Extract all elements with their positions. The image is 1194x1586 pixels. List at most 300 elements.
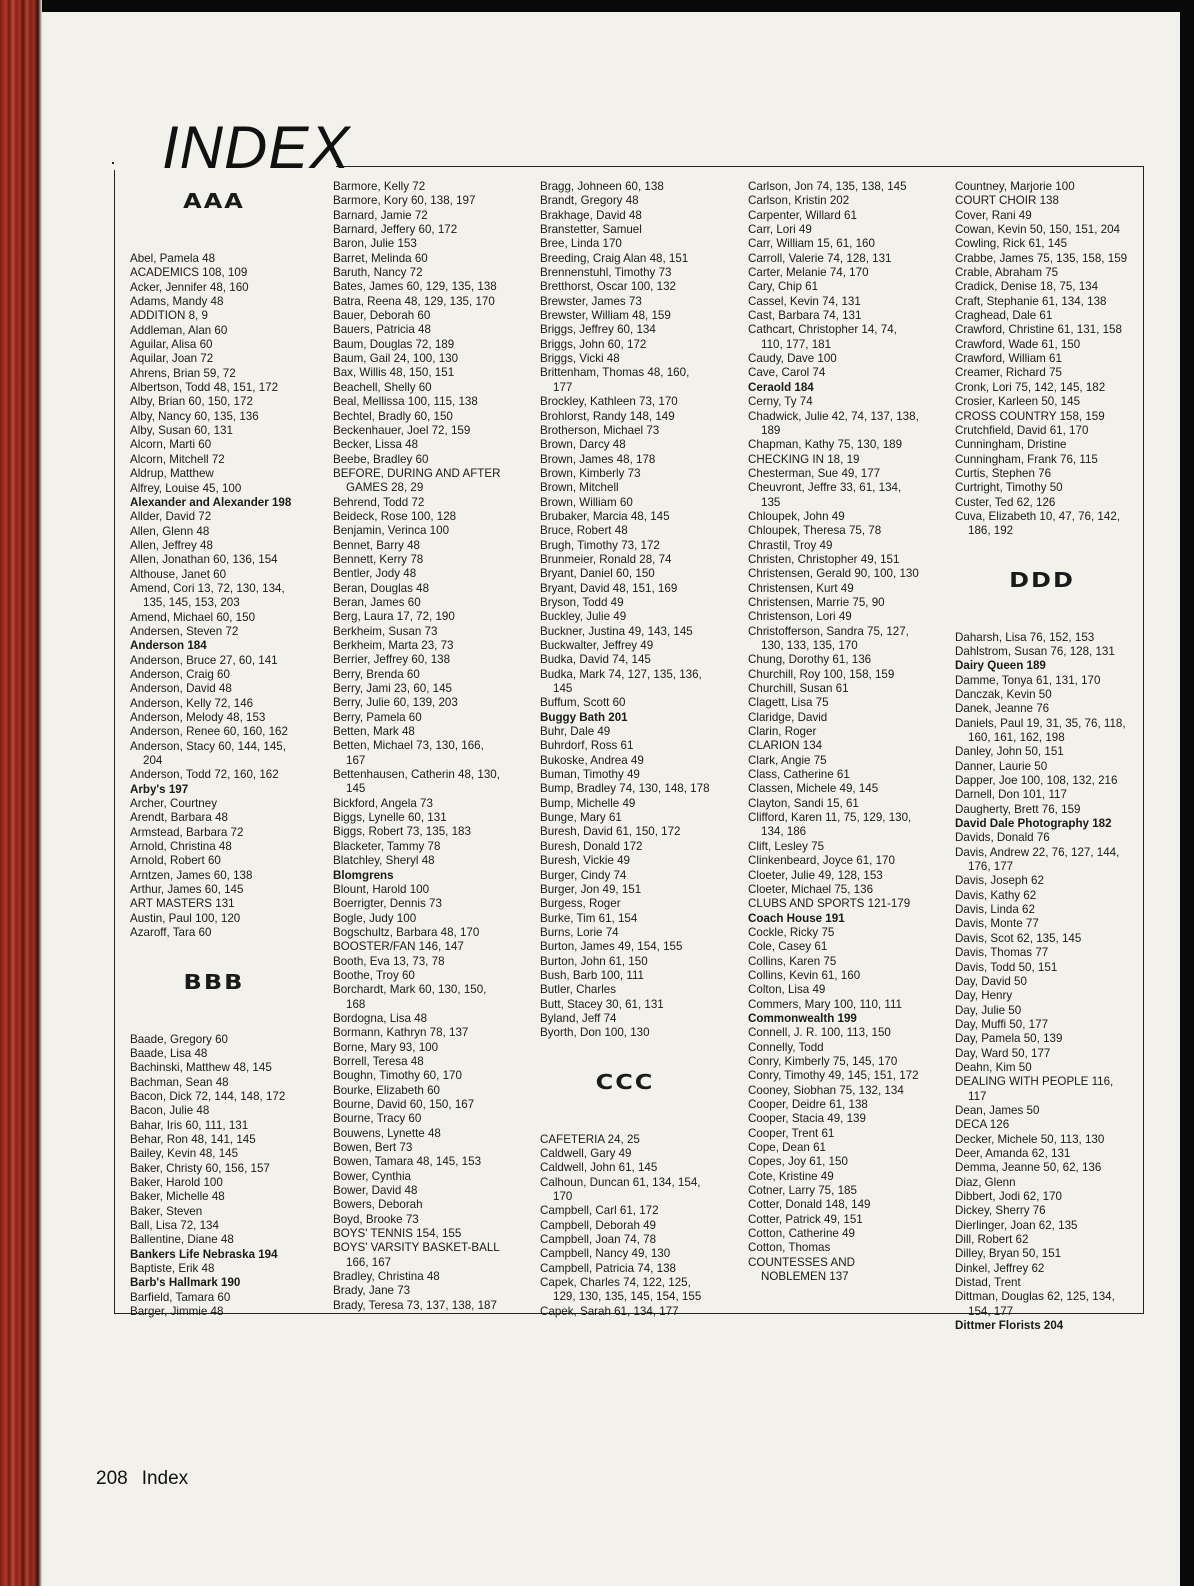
index-entry: Curtis, Stephen 76 bbox=[955, 466, 1052, 480]
index-entry: Bourke, Elizabeth 60 bbox=[333, 1083, 440, 1097]
letter-section-heading: CCC bbox=[595, 1069, 655, 1094]
index-entry: Andersen, Steven 72 bbox=[130, 624, 239, 638]
index-entry: Cerny, Ty 74 bbox=[748, 395, 813, 409]
index-entry: Brewster, James 73 bbox=[540, 294, 642, 308]
index-entry: Baker, Harold 100 bbox=[130, 1175, 223, 1189]
index-entry: Albertson, Todd 48, 151, 172 bbox=[130, 381, 279, 395]
index-entry: Class, Catherine 61 bbox=[748, 768, 850, 782]
index-entry: Custer, Ted 62, 126 bbox=[955, 495, 1056, 509]
index-entry: Biggs, Lynelle 60, 131 bbox=[333, 811, 447, 825]
index-entry: Danczak, Kevin 50 bbox=[955, 687, 1052, 701]
index-entry: Bauer, Deborah 60 bbox=[333, 309, 431, 323]
index-entry: Day, Pamela 50, 139 bbox=[955, 1032, 1063, 1046]
index-entry: Dibbert, Jodi 62, 170 bbox=[955, 1190, 1062, 1203]
index-entry: Crawford, William 61 bbox=[955, 352, 1062, 366]
index-entry: Brittenham, Thomas 48, 160, 177 bbox=[540, 366, 690, 394]
index-entry: Betten, Michael 73, 130, 166, 167 bbox=[333, 739, 484, 767]
index-entry: Bowen, Tamara 48, 145, 153 bbox=[333, 1155, 482, 1169]
index-entry: Berry, Pamela 60 bbox=[333, 710, 422, 724]
index-entry: Bretthorst, Oscar 100, 132 bbox=[540, 280, 676, 294]
index-entry: Aguilar, Alisa 60 bbox=[130, 338, 213, 352]
index-entry: Cotner, Larry 75, 185 bbox=[748, 1184, 857, 1198]
index-entry: Burns, Lorie 74 bbox=[540, 925, 619, 939]
index-entry: Borchardt, Mark 60, 130, 150, 168 bbox=[333, 983, 487, 1011]
index-entry: Burton, James 49, 154, 155 bbox=[540, 940, 683, 954]
index-entry: Day, Julie 50 bbox=[955, 1003, 1022, 1017]
index-entry: Dahlstrom, Susan 76, 128, 131 bbox=[955, 644, 1115, 658]
index-entry: Bower, Cynthia bbox=[333, 1169, 411, 1183]
index-entry: Conry, Timothy 49, 145, 151, 172 bbox=[748, 1069, 919, 1083]
index-entry: Cowan, Kevin 50, 150, 151, 204 bbox=[955, 223, 1121, 237]
index-entry: Copes, Joy 61, 150 bbox=[748, 1155, 848, 1169]
index-entry: Collins, Karen 75 bbox=[748, 954, 837, 968]
index-column-3 bbox=[540, 180, 710, 1319]
index-entry: COUNTESSES AND NOBLEMEN 137 bbox=[748, 1255, 855, 1284]
index-entry: Carlson, Jon 74, 135, 138, 145 bbox=[748, 180, 907, 193]
index-entry: Beebe, Bradley 60 bbox=[333, 452, 429, 466]
index-entry-advertiser: Buggy Bath 201 bbox=[540, 710, 628, 724]
index-entry: CHECKING IN 18, 19 bbox=[748, 452, 860, 466]
index-entry: Booth, Eva 13, 73, 78 bbox=[333, 954, 445, 968]
index-entry: Davis, Thomas 77 bbox=[955, 946, 1049, 960]
index-entry: Beckenhauer, Joel 72, 159 bbox=[333, 423, 471, 437]
index-entry-advertiser: Bankers Life Nebraska 194 bbox=[130, 1247, 278, 1261]
index-entry: Briggs, Vicki 48 bbox=[540, 352, 620, 366]
index-entry: Bogle, Judy 100 bbox=[333, 911, 417, 925]
index-entry: Buresh, David 61, 150, 172 bbox=[540, 825, 681, 839]
index-entry: Boerrigter, Dennis 73 bbox=[333, 897, 442, 911]
index-entry: Boyd, Brooke 73 bbox=[333, 1212, 419, 1226]
index-entry: Allen, Jeffrey 48 bbox=[130, 538, 213, 552]
index-entry: CLARION 134 bbox=[748, 739, 823, 753]
index-entry: Daniels, Paul 19, 31, 35, 76, 118, 160, 161, 162, 198 bbox=[955, 716, 1126, 744]
index-entry: Batra, Reena 48, 129, 135, 170 bbox=[333, 294, 495, 308]
index-entry: Deahn, Kim 50 bbox=[955, 1060, 1032, 1074]
index-entry: Buresh, Vickie 49 bbox=[540, 854, 631, 868]
index-entry: Budka, David 74, 145 bbox=[540, 653, 651, 667]
index-entry: Alby, Brian 60, 150, 172 bbox=[130, 395, 253, 409]
index-entry: Boothe, Troy 60 bbox=[333, 968, 415, 982]
index-entry: Butler, Charles bbox=[540, 983, 617, 997]
index-entry: Burke, Tim 61, 154 bbox=[540, 911, 638, 925]
letter-section-heading: AAA bbox=[183, 189, 245, 213]
index-entry: Cooper, Stacia 49, 139 bbox=[748, 1112, 866, 1126]
index-entry: Bahar, Iris 60, 111, 131 bbox=[130, 1118, 249, 1132]
index-entry: Dinkel, Jeffrey 62 bbox=[955, 1261, 1045, 1275]
index-entry: Ahrens, Brian 59, 72 bbox=[130, 366, 236, 380]
index-entry: BOYS' TENNIS 154, 155 bbox=[333, 1227, 462, 1241]
index-entry: Davis, Andrew 22, 76, 127, 144, 176, 177 bbox=[955, 845, 1120, 874]
index-entry: Davis, Joseph 62 bbox=[955, 874, 1044, 888]
index-entry: Bush, Barb 100, 111 bbox=[540, 968, 644, 982]
index-entry: Allen, Jonathan 60, 136, 154 bbox=[130, 553, 278, 567]
index-entry: Connelly, Todd bbox=[748, 1040, 824, 1054]
index-entry: Cloeter, Michael 75, 136 bbox=[748, 882, 874, 896]
index-entry-advertiser: Alexander and Alexander 198 bbox=[130, 495, 292, 509]
index-entry: Cole, Casey 61 bbox=[748, 940, 828, 954]
index-entry: Bourne, Tracy 60 bbox=[333, 1112, 422, 1126]
index-entry: Christensen, Gerald 90, 100, 130 bbox=[748, 567, 919, 581]
index-entry: Christensen, Kurt 49 bbox=[748, 581, 854, 595]
index-entry: Borne, Mary 93, 100 bbox=[333, 1040, 439, 1054]
index-entry: Berkheim, Marta 23, 73 bbox=[333, 639, 454, 652]
index-entry: Carpenter, Willard 61 bbox=[748, 208, 857, 222]
index-entry: Bettenhausen, Catherin 48, 130, 145 bbox=[333, 768, 500, 796]
index-entry: Baptiste, Erik 48 bbox=[130, 1262, 215, 1275]
index-entry: Classen, Michele 49, 145 bbox=[748, 782, 879, 796]
index-entry: Bryson, Todd 49 bbox=[540, 595, 624, 609]
index-entry: Bragg, Johneen 60, 138 bbox=[540, 180, 664, 193]
index-entry: CLUBS AND SPORTS 121-179 bbox=[748, 897, 911, 911]
index-entry: Bates, James 60, 129, 135, 138 bbox=[333, 280, 497, 294]
index-entry: Dittman, Douglas 62, 125, 134, 154, 177 bbox=[955, 1290, 1115, 1318]
index-entry: Crabbe, James 75, 135, 158, 159 bbox=[955, 251, 1128, 265]
index-entry: Behar, Ron 48, 141, 145 bbox=[130, 1132, 256, 1146]
index-entry: Crawford, Christine 61, 131, 158 bbox=[955, 323, 1122, 337]
index-entry: Breeding, Craig Alan 48, 151 bbox=[540, 251, 689, 265]
index-entry: Carlson, Kristin 202 bbox=[748, 194, 850, 208]
index-entry: Clark, Angie 75 bbox=[748, 753, 827, 767]
index-entry: Baker, Michelle 48 bbox=[130, 1190, 225, 1204]
index-entry: Alfrey, Louise 45, 100 bbox=[130, 481, 242, 495]
index-entry: Biggs, Robert 73, 135, 183 bbox=[333, 825, 471, 839]
index-entry: Caldwell, John 61, 145 bbox=[540, 1161, 658, 1175]
index-entry: Capek, Charles 74, 122, 125, 129, 130, 135, 145, 154, 155 bbox=[540, 1276, 702, 1304]
index-entry: Becker, Lissa 48 bbox=[333, 438, 419, 452]
index-entry: Cunningham, Dristine bbox=[955, 438, 1067, 452]
index-entry: Alby, Nancy 60, 135, 136 bbox=[130, 409, 259, 423]
book-spine bbox=[0, 0, 42, 1586]
index-entry: Brandt, Gregory 48 bbox=[540, 194, 639, 208]
index-entry: Alby, Susan 60, 131 bbox=[130, 424, 233, 438]
index-entry: Anderson, David 48 bbox=[130, 682, 232, 696]
index-entry: Brown, James 48, 178 bbox=[540, 452, 656, 466]
index-entry: Cuva, Elizabeth 10, 47, 76, 142, 186, 192 bbox=[955, 509, 1121, 538]
index-entry: Capek, Sarah 61, 134, 177 bbox=[540, 1304, 679, 1318]
index-entry-advertiser: Arby's 197 bbox=[130, 782, 189, 796]
index-entry: Cote, Kristine 49 bbox=[748, 1169, 834, 1183]
index-entry: ACADEMICS 108, 109 bbox=[130, 266, 248, 280]
index-entry: Amend, Michael 60, 150 bbox=[130, 610, 256, 624]
page-number: 208 bbox=[96, 1468, 128, 1489]
index-entry: Demma, Jeanne 50, 62, 136 bbox=[955, 1161, 1102, 1175]
index-entry: Colton, Lisa 49 bbox=[748, 983, 826, 997]
index-entry: Cheuvront, Jeffre 33, 61, 134, 135 bbox=[748, 481, 902, 509]
index-entry: Althouse, Janet 60 bbox=[130, 567, 227, 581]
index-entry: Cave, Carol 74 bbox=[748, 366, 826, 380]
index-entry: Berkheim, Susan 73 bbox=[333, 624, 438, 638]
index-entry: Anderson, Todd 72, 160, 162 bbox=[130, 768, 279, 782]
index-entry: Ball, Lisa 72, 134 bbox=[130, 1218, 219, 1232]
index-entry: Davis, Linda 62 bbox=[955, 903, 1035, 917]
index-entry-advertiser: Anderson 184 bbox=[130, 639, 207, 653]
index-entry: DEALING WITH PEOPLE 116, 117 bbox=[955, 1075, 1114, 1103]
index-entry: Bormann, Kathryn 78, 137 bbox=[333, 1026, 469, 1040]
index-entry: Brugh, Timothy 73, 172 bbox=[540, 538, 660, 552]
index-entry: Armstead, Barbara 72 bbox=[130, 825, 244, 839]
index-entry: Bachman, Sean 48 bbox=[130, 1075, 229, 1089]
index-entry: Brockley, Kathleen 73, 170 bbox=[540, 395, 678, 409]
index-entry: Cockle, Ricky 75 bbox=[748, 925, 835, 939]
index-entry: Baron, Julie 153 bbox=[333, 237, 417, 251]
index-entry: Berry, Julie 60, 139, 203 bbox=[333, 696, 458, 710]
index-entry: Brennenstuhl, Timothy 73 bbox=[540, 266, 672, 280]
index-entry: Baade, Lisa 48 bbox=[130, 1046, 208, 1060]
index-entry-advertiser: Blomgrens bbox=[333, 868, 394, 882]
index-entry: Distad, Trent bbox=[955, 1276, 1021, 1290]
index-entry: Dickey, Sherry 76 bbox=[955, 1204, 1046, 1218]
index-entry: Baker, Christy 60, 156, 157 bbox=[130, 1161, 270, 1175]
index-entry: Brown, Kimberly 73 bbox=[540, 466, 641, 480]
index-entry: Berrier, Jeffrey 60, 138 bbox=[333, 653, 451, 667]
index-entry: Alcorn, Mitchell 72 bbox=[130, 452, 225, 466]
index-entry: Conry, Kimberly 75, 145, 170 bbox=[748, 1054, 898, 1068]
index-entry: Day, Ward 50, 177 bbox=[955, 1046, 1051, 1060]
index-entry: Cassel, Kevin 74, 131 bbox=[748, 294, 861, 308]
index-entry: Danner, Laurie 50 bbox=[955, 759, 1048, 773]
index-entry: Brotherson, Michael 73 bbox=[540, 423, 660, 437]
index-entry: Day, Henry bbox=[955, 989, 1013, 1003]
index-entry: Buhrdorf, Ross 61 bbox=[540, 739, 634, 753]
index-entry: Buckner, Justina 49, 143, 145 bbox=[540, 624, 693, 638]
index-entry: Aquilar, Joan 72 bbox=[130, 352, 214, 366]
index-entry-advertiser: Ceraold 184 bbox=[748, 380, 814, 394]
index-entry: Bukoske, Andrea 49 bbox=[540, 753, 644, 767]
index-entry: Beal, Mellissa 100, 115, 138 bbox=[333, 395, 478, 409]
letter-section-heading: BBB bbox=[183, 969, 245, 994]
index-entry: Allen, Glenn 48 bbox=[130, 524, 210, 538]
index-entry: Chesterman, Sue 49, 177 bbox=[748, 466, 881, 480]
index-entry: Calhoun, Duncan 61, 134, 154, 170 bbox=[540, 1175, 701, 1203]
index-entry: Buffum, Scott 60 bbox=[540, 696, 626, 710]
index-entry: Caldwell, Gary 49 bbox=[540, 1146, 632, 1160]
index-entry: Arntzen, James 60, 138 bbox=[130, 868, 253, 882]
index-entry: Bowen, Bert 73 bbox=[333, 1141, 413, 1155]
index-entry: Daugherty, Brett 76, 159 bbox=[955, 802, 1081, 816]
page-title: INDEX bbox=[162, 114, 351, 181]
index-entry: Cradick, Denise 18, 75, 134 bbox=[955, 280, 1099, 294]
index-entry: Cast, Barbara 74, 131 bbox=[748, 309, 862, 323]
index-entry: Buman, Timothy 49 bbox=[540, 768, 640, 782]
index-entry: Crawford, Wade 61, 150 bbox=[955, 337, 1081, 351]
index-entry: Brubaker, Marcia 48, 145 bbox=[540, 509, 670, 523]
index-entry: Commers, Mary 100, 110, 111 bbox=[748, 997, 903, 1011]
index-entry: Crutchfield, David 61, 170 bbox=[955, 423, 1089, 437]
index-entry: Burgess, Roger bbox=[540, 897, 621, 911]
index-entry: Aldrup, Matthew bbox=[130, 467, 214, 481]
index-entry: Blacketer, Tammy 78 bbox=[333, 839, 441, 853]
index-entry-advertiser: Barb's Hallmark 190 bbox=[130, 1276, 241, 1290]
index-entry: Benjamin, Verinca 100 bbox=[333, 524, 450, 538]
index-entry: Bennet, Barry 48 bbox=[333, 538, 421, 552]
index-entry: Caudy, Dave 100 bbox=[748, 352, 837, 366]
index-entry: Carr, William 15, 61, 160 bbox=[748, 237, 875, 251]
index-entry: Anderson, Craig 60 bbox=[130, 667, 230, 681]
index-entry: Bruce, Robert 48 bbox=[540, 524, 628, 538]
index-entry: Clinkenbeard, Joyce 61, 170 bbox=[748, 854, 895, 868]
index-entry: Burger, Cindy 74 bbox=[540, 868, 627, 882]
index-entry: Arnold, Robert 60 bbox=[130, 854, 221, 868]
index-entry: Beran, James 60 bbox=[333, 595, 421, 609]
index-entry-advertiser: Commonwealth 199 bbox=[748, 1011, 857, 1025]
index-entry: Dean, James 50 bbox=[955, 1103, 1040, 1117]
index-entry: Day, Muffi 50, 177 bbox=[955, 1017, 1049, 1031]
index-entry: Blatchley, Sheryl 48 bbox=[333, 854, 435, 868]
index-entry: Borrell, Teresa 48 bbox=[333, 1054, 424, 1068]
index-entry: Branstetter, Samuel bbox=[540, 223, 642, 237]
index-entry: Cathcart, Christopher 14, 74, 110, 177, 181 bbox=[748, 323, 897, 351]
index-entry: Arendt, Barbara 48 bbox=[130, 811, 228, 825]
index-entry: Christensen, Marrie 75, 90 bbox=[748, 595, 885, 609]
index-entry: Craft, Stephanie 61, 134, 138 bbox=[955, 294, 1107, 308]
index-entry: Cotter, Patrick 49, 151 bbox=[748, 1212, 863, 1226]
index-entry: Bachinski, Matthew 48, 145 bbox=[130, 1061, 272, 1075]
index-entry: Clifford, Karen 11, 75, 129, 130, 134, 186 bbox=[748, 811, 912, 839]
index-entry: Chrastil, Troy 49 bbox=[748, 538, 833, 552]
index-entry: Bennett, Kerry 78 bbox=[333, 552, 424, 566]
index-column-2 bbox=[333, 180, 505, 1313]
index-entry: Cary, Chip 61 bbox=[748, 280, 819, 294]
index-entry: Bradley, Christina 48 bbox=[333, 1270, 440, 1284]
index-entry: Bree, Linda 170 bbox=[540, 237, 622, 251]
index-entry: Cooper, Deidre 61, 138 bbox=[748, 1098, 868, 1111]
index-entry: Cooper, Trent 61 bbox=[748, 1126, 835, 1140]
index-entry: Bower, David 48 bbox=[333, 1184, 418, 1198]
index-entry: Beran, Douglas 48 bbox=[333, 581, 430, 595]
index-entry: Budka, Mark 74, 127, 135, 136, 145 bbox=[540, 667, 702, 696]
index-entry: Barger, Jimmie 48 bbox=[130, 1305, 224, 1319]
index-entry: Chloupek, Theresa 75, 78 bbox=[748, 524, 882, 538]
index-entry: Brady, Teresa 73, 137, 138, 187 bbox=[333, 1298, 497, 1312]
index-entry: BEFORE, DURING AND AFTER GAMES 28, 29 bbox=[333, 466, 501, 495]
index-entry: Cronk, Lori 75, 142, 145, 182 bbox=[955, 380, 1106, 394]
index-entry: Bump, Michelle 49 bbox=[540, 796, 636, 810]
index-entry: Barmore, Kory 60, 138, 197 bbox=[333, 194, 476, 208]
index-entry: Baruth, Nancy 72 bbox=[333, 266, 423, 280]
index-entry: Betten, Mark 48 bbox=[333, 725, 415, 739]
index-entry: Bickford, Angela 73 bbox=[333, 796, 433, 810]
index-entry: CAFETERIA 24, 25 bbox=[540, 1132, 640, 1146]
index-entry: Brewster, William 48, 159 bbox=[540, 309, 671, 323]
index-column-1 bbox=[130, 180, 298, 1319]
index-entry: Bowers, Deborah bbox=[333, 1198, 423, 1212]
index-entry: Byorth, Don 100, 130 bbox=[540, 1026, 650, 1040]
index-entry: Cotter, Donald 148, 149 bbox=[748, 1198, 871, 1212]
index-entry: Berry, Jami 23, 60, 145 bbox=[333, 682, 452, 696]
index-entry: Bacon, Julie 48 bbox=[130, 1104, 210, 1118]
index-entry: Cunningham, Frank 76, 115 bbox=[955, 452, 1098, 466]
index-entry: Dierlinger, Joan 62, 135 bbox=[955, 1218, 1078, 1232]
index-entry: BOOSTER/FAN 146, 147 bbox=[333, 940, 464, 954]
index-entry: CROSS COUNTRY 158, 159 bbox=[955, 409, 1105, 423]
index-entry: Christen, Christopher 49, 151 bbox=[748, 552, 900, 566]
index-entry: Brown, Mitchell bbox=[540, 481, 619, 495]
index-entry: Chadwick, Julie 42, 74, 137, 138, 189 bbox=[748, 409, 919, 437]
index-entry: Carter, Melanie 74, 170 bbox=[748, 266, 869, 280]
index-entry: Davids, Donald 76 bbox=[955, 831, 1050, 845]
index-entry: Cotton, Thomas bbox=[748, 1241, 831, 1255]
index-entry: Barfield, Tamara 60 bbox=[130, 1290, 231, 1304]
index-entry: Brunmeier, Ronald 28, 74 bbox=[540, 552, 672, 566]
index-entry: ART MASTERS 131 bbox=[130, 897, 235, 911]
index-entry: Adams, Mandy 48 bbox=[130, 295, 224, 309]
index-entry: Bechtel, Bradly 60, 150 bbox=[333, 409, 453, 423]
index-entry: Beideck, Rose 100, 128 bbox=[333, 509, 457, 523]
index-entry: Dapper, Joe 100, 108, 132, 216 bbox=[955, 774, 1118, 788]
index-entry: Creamer, Richard 75 bbox=[955, 366, 1062, 380]
index-entry: Clift, Lesley 75 bbox=[748, 839, 825, 853]
index-entry: Anderson, Melody 48, 153 bbox=[130, 711, 266, 724]
index-entry: Austin, Paul 100, 120 bbox=[130, 911, 241, 925]
index-entry: Cotton, Catherine 49 bbox=[748, 1227, 855, 1241]
index-entry: Buckley, Julie 49 bbox=[540, 610, 627, 624]
index-entry: Bunge, Mary 61 bbox=[540, 811, 622, 825]
index-entry: Brady, Jane 73 bbox=[333, 1284, 411, 1298]
index-entry: Bryant, David 48, 151, 169 bbox=[540, 581, 678, 595]
index-entry: Baum, Douglas 72, 189 bbox=[333, 337, 455, 351]
index-entry: Churchill, Roy 100, 158, 159 bbox=[748, 667, 895, 681]
index-entry: Buhr, Dale 49 bbox=[540, 725, 611, 739]
index-entry: Chung, Dorothy 61, 136 bbox=[748, 653, 872, 667]
index-entry: Campbell, Patricia 74, 138 bbox=[540, 1261, 676, 1275]
index-entry: Crable, Abraham 75 bbox=[955, 266, 1059, 280]
index-entry: Bentler, Jody 48 bbox=[333, 567, 417, 581]
index-entry: Brown, William 60 bbox=[540, 495, 633, 509]
index-entry: Claridge, David bbox=[748, 710, 828, 724]
index-entry: Blount, Harold 100 bbox=[333, 882, 430, 896]
index-entry: Campbell, Carl 61, 172 bbox=[540, 1204, 659, 1218]
index-entry: Beachell, Shelly 60 bbox=[333, 380, 432, 394]
index-entry: Bogschultz, Barbara 48, 170 bbox=[333, 925, 480, 939]
index-entry: Bouwens, Lynette 48 bbox=[333, 1126, 441, 1140]
index-entry: Cooney, Siobhan 75, 132, 134 bbox=[748, 1083, 904, 1097]
index-entry: Briggs, John 60, 172 bbox=[540, 337, 647, 351]
index-entry: Carroll, Valerie 74, 128, 131 bbox=[748, 251, 892, 265]
index-entry: Crosier, Karleen 50, 145 bbox=[955, 395, 1081, 409]
index-entry: Cope, Dean 61 bbox=[748, 1141, 826, 1155]
index-entry: Bryant, Daniel 60, 150 bbox=[540, 567, 655, 581]
index-entry: Clagett, Lisa 75 bbox=[748, 696, 829, 710]
index-entry: Deer, Amanda 62, 131 bbox=[955, 1146, 1071, 1160]
index-entry: Amend, Cori 13, 72, 130, 134, 135, 145, 153, 203 bbox=[130, 581, 285, 610]
index-entry: Campbell, Joan 74, 78 bbox=[540, 1233, 657, 1247]
index-entry: Cover, Rani 49 bbox=[955, 208, 1032, 222]
index-entry: Burton, John 61, 150 bbox=[540, 954, 648, 968]
section-label: Index bbox=[141, 1468, 189, 1489]
index-entry: Baker, Steven bbox=[130, 1204, 203, 1218]
index-entry: Daharsh, Lisa 76, 152, 153 bbox=[955, 630, 1095, 644]
index-entry: Davis, Kathy 62 bbox=[955, 888, 1037, 902]
index-entry: Dill, Robert 62 bbox=[955, 1233, 1029, 1247]
index-entry: Campbell, Deborah 49 bbox=[540, 1218, 657, 1232]
index-entry: Anderson, Renee 60, 160, 162 bbox=[130, 725, 288, 739]
index-entry: Berg, Laura 17, 72, 190 bbox=[333, 610, 455, 624]
index-entry: Decker, Michele 50, 113, 130 bbox=[955, 1132, 1105, 1146]
index-entry: Arthur, James 60, 145 bbox=[130, 883, 244, 897]
index-entry: Allder, David 72 bbox=[130, 510, 212, 524]
index-entry: Brown, Darcy 48 bbox=[540, 438, 626, 452]
index-entry: Alcorn, Marti 60 bbox=[130, 438, 212, 452]
index-entry: Collins, Kevin 61, 160 bbox=[748, 968, 861, 982]
index-entry: Danley, John 50, 151 bbox=[955, 745, 1064, 759]
index-entry: Butt, Stacey 30, 61, 131 bbox=[540, 997, 664, 1011]
index-entry: Carr, Lori 49 bbox=[748, 223, 812, 237]
index-entry: Davis, Todd 50, 151 bbox=[955, 960, 1058, 974]
index-entry: Davis, Monte 77 bbox=[955, 917, 1039, 931]
index-entry: Anderson, Bruce 27, 60, 141 bbox=[130, 653, 278, 667]
index-entry: Clayton, Sandi 15, 61 bbox=[748, 796, 859, 810]
top-edge bbox=[0, 0, 1194, 12]
